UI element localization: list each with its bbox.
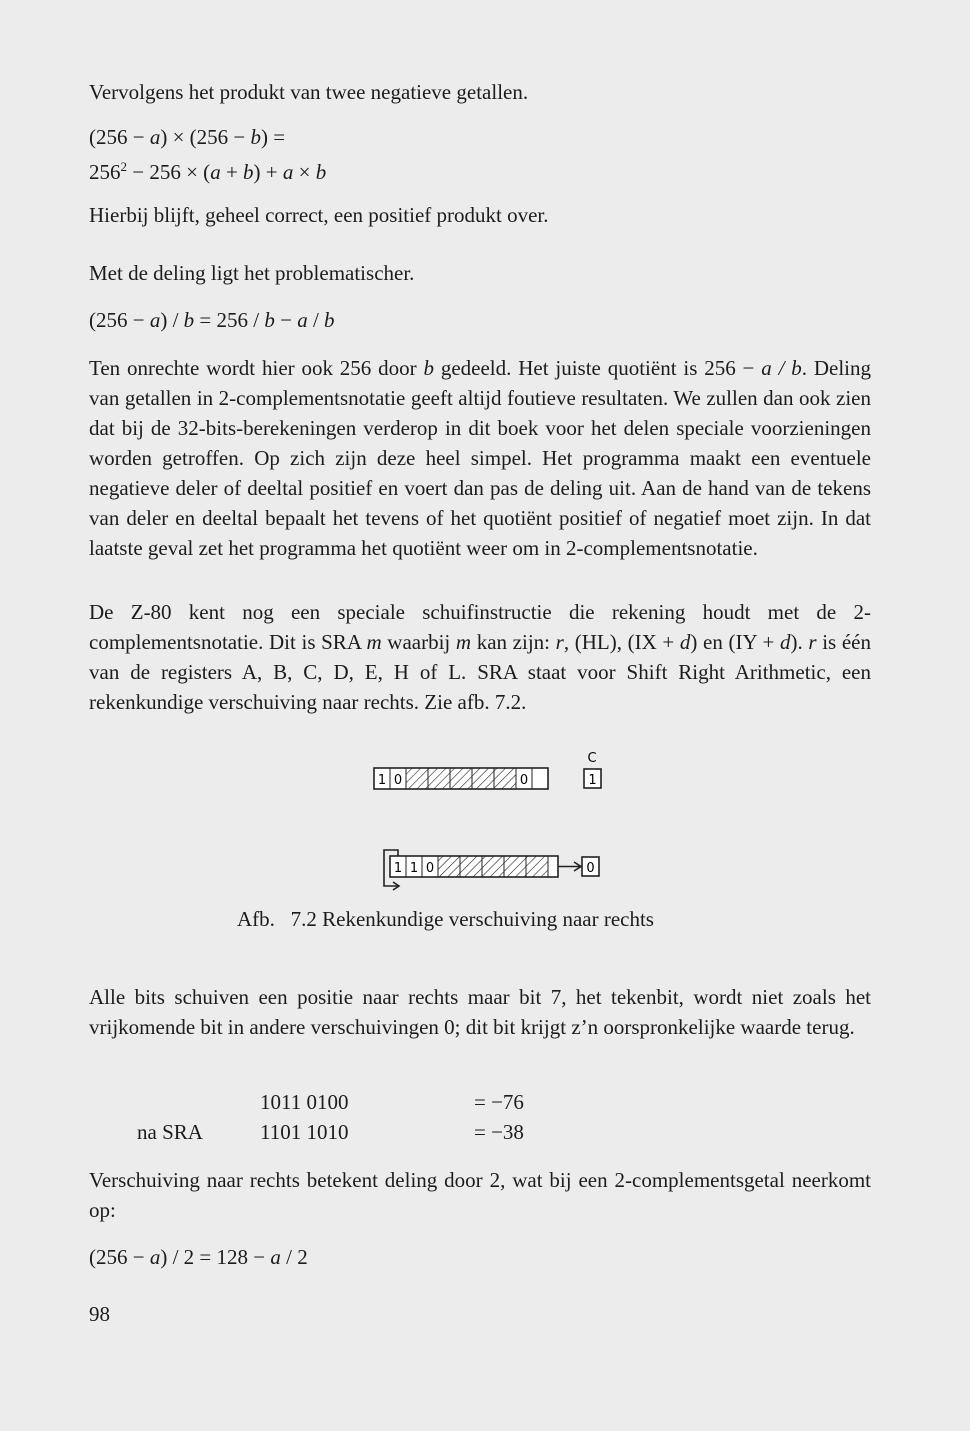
equation-half: (256 − a) / 2 = 128 − a / 2: [89, 1245, 308, 1269]
bit-0-before: 0: [519, 773, 529, 788]
example-bits-before: 1011 0100: [260, 1090, 349, 1114]
paragraph-sign-bit: Alle bits schuiven een positie naar rechts maar bit 7, het tekenbit, wordt niet zoals het vrijkomende bit in andere verschuivingen 0; dit bit krijgt z’n oorspronkelijke waarde terug.: [89, 985, 871, 1039]
sra-shift-diagram: [360, 752, 620, 902]
bit-6-before: 0: [393, 773, 403, 788]
paragraph-division: Ten onrechte wordt hier ook 256 door b gedeeld. Het juiste quotiënt is 256 − a / b. Deling van getallen in 2-complementsnotatie geeft altijd foutieve resultaten. We zullen dan ook zien dat bij de 32-bits-berekeningen verderop in dit boek voor het delen speciale voorzieningen worden getroffen. Op zich zijn deze heel simpel. Het programma maakt een eventuele negatieve deler of deeltal positief en voert dan pas de deling uit. Aan de hand van de tekens van deler en deeltal bepaalt het tevens of het quotiënt positief of negatief moet zijn. In dat laatste geval zet het programma het quotiënt weer om in 2-complementsnotatie.: [89, 356, 871, 560]
svg-text:0: 0: [586, 861, 595, 876]
equation-product: (256 − a) × (256 − b) =: [89, 125, 286, 149]
carry-flag-label: C: [587, 752, 597, 766]
svg-text:1: 1: [588, 773, 597, 788]
paragraph-sra: De Z-80 kent nog een speciale schuifinstructie die rekening houdt met de 2-complementsnotatie. Dit is SRA m waarbij m kan zijn: r, (HL), (IX + d) en (IY + d). r is één van de registers A, B, C, D, E, H of L. SRA staat voor Shift Right Arithmetic, een rekenkundige verschuiving naar rechts. Zie afb. 7.2.: [89, 600, 871, 714]
equation-product-expanded: $256^2 - 256 \times (a + b) + a \times b$: [89, 159, 327, 184]
bit-7-after: 1: [393, 861, 403, 876]
example-value-before: = −76: [474, 1090, 524, 1114]
line-positive-product: Hierbij blijft, geheel correct, een positief produkt over.: [89, 203, 549, 227]
example-bits-after: 1101 1010: [260, 1120, 349, 1144]
carry-flag-after: [582, 857, 599, 876]
equation-division: (256 − a) / b = 256 / b − a / b: [89, 308, 335, 332]
example-label-after: na SRA: [137, 1120, 203, 1144]
carry-flag-before: [584, 769, 601, 788]
page-number: 98: [89, 1302, 110, 1326]
bit-5-after: 0: [425, 861, 435, 876]
example-value-after: = −38: [474, 1120, 524, 1144]
register-after: [390, 856, 558, 877]
line-products-intro: Vervolgens het produkt van twee negatieve getallen.: [89, 80, 529, 104]
bit-7-before: 1: [377, 773, 387, 788]
figure-caption: Afb. 7.2 Rekenkundige verschuiving naar rechts: [237, 907, 654, 931]
paragraph-division-by-two: Verschuiving naar rechts betekent deling door 2, wat bij een 2-complementsgetal neerkomt op:: [89, 1168, 871, 1222]
line-division-problem: Met de deling ligt het problematischer.: [89, 261, 415, 285]
register-before: [374, 768, 548, 789]
bit-6-after: 1: [409, 861, 419, 876]
